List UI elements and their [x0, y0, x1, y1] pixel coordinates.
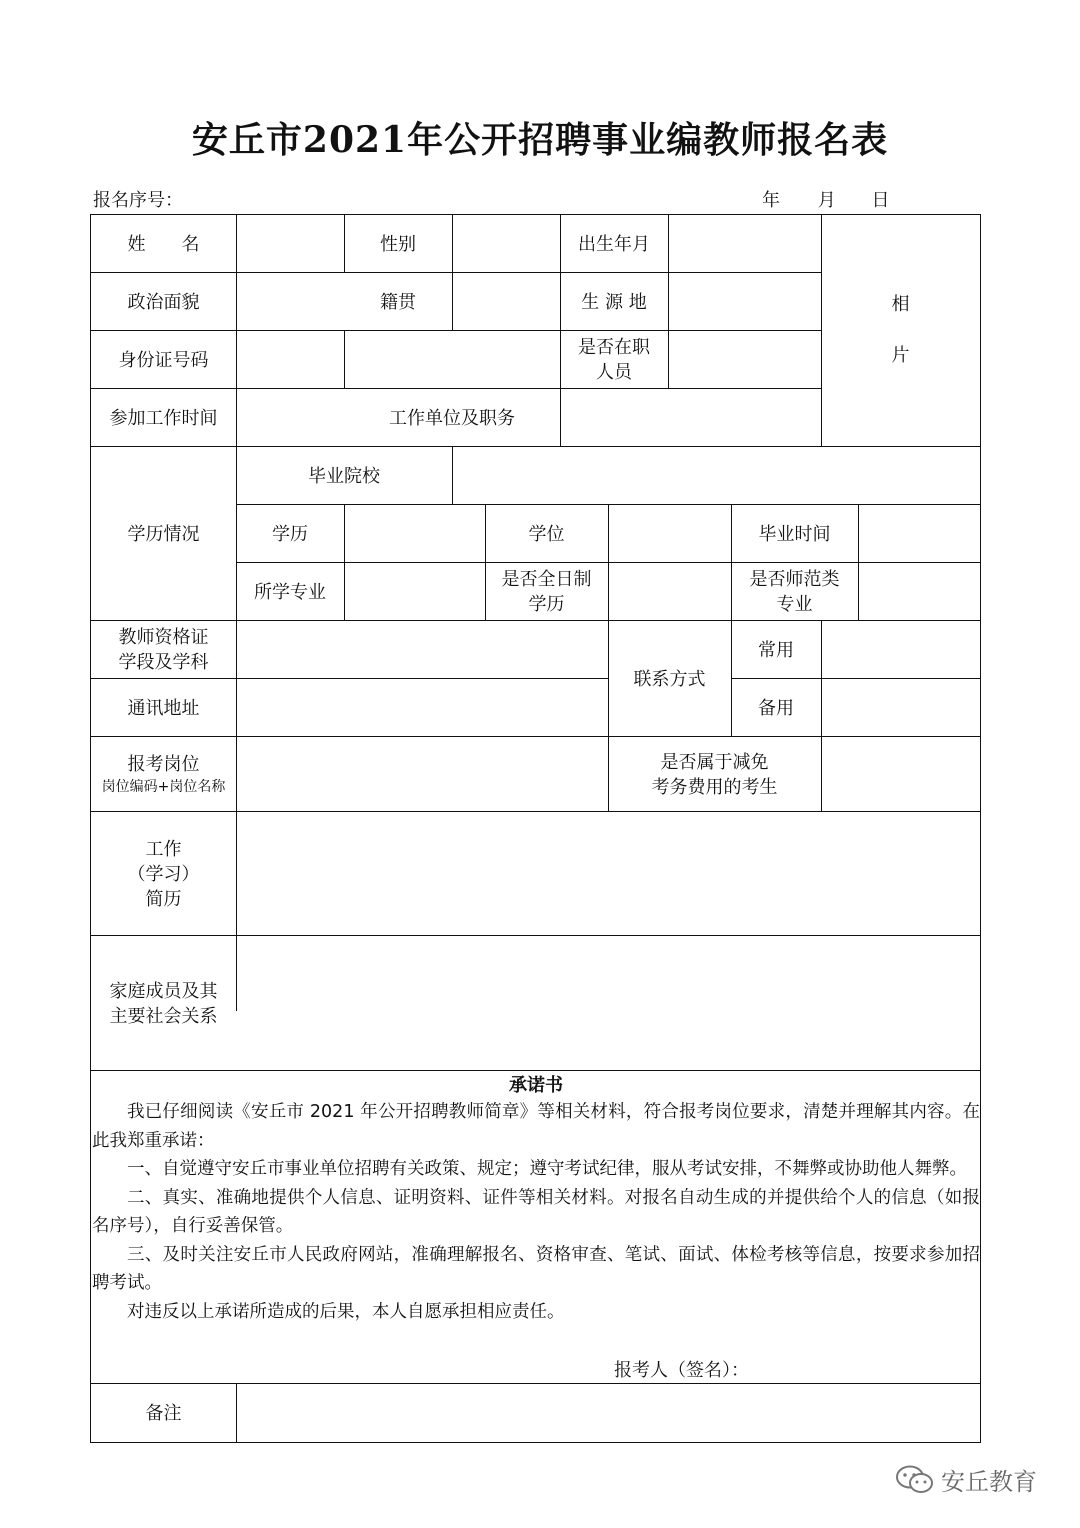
normal-major-label-line-2: 专业 — [776, 594, 813, 615]
pledge-paragraph-intro: 我已仔细阅读《安丘市 2021 年公开招聘教师简章》等相关材料，符合报考岗位要求，清楚并理解其内容。在此我郑重承诺： — [92, 1102, 980, 1151]
fee-exempt-field[interactable] — [821, 737, 980, 812]
degree-field[interactable] — [608, 505, 731, 563]
political-status-field[interactable] — [236, 273, 344, 331]
pledge-section — [92, 1074, 980, 1326]
family-label — [91, 936, 236, 1071]
photo-label-2: 片 — [891, 345, 910, 366]
teacher-cert-label-line-1: 教师资格证 — [118, 627, 209, 648]
major-label: 所学专业 — [254, 581, 326, 603]
address-label: 通讯地址 — [127, 697, 200, 719]
degree-level-label: 学历 — [272, 523, 308, 545]
pledge-paragraph-1: 一、自觉遵守安丘市事业单位招聘有关政策、规定；遵守考试纪律，服从考试安排，不舞弊或协助他人舞弊。 — [127, 1159, 967, 1179]
id-number-label: 身份证号码 — [118, 349, 209, 371]
month-label: 月 — [817, 190, 836, 211]
education-label: 学历情况 — [127, 523, 200, 545]
remarks-label: 备注 — [145, 1402, 182, 1424]
native-place-field[interactable] — [452, 273, 560, 331]
pledge-paragraph-2: 二、真实、准确地提供个人信息、证明资料、证件等相关材料。对报名自动生成的并提供给个人的信息（如报名序号），自行妥善保管。 — [92, 1187, 980, 1236]
major-field[interactable] — [344, 563, 485, 621]
position-label-line-1: 报考岗位 — [127, 754, 200, 775]
gender-label: 性别 — [380, 233, 416, 255]
normal-major-label — [731, 563, 858, 621]
graduation-time-field[interactable] — [858, 505, 980, 563]
graduation-time-label: 毕业时间 — [758, 523, 831, 545]
pledge-paragraph-closing: 对违反以上承诺所造成的后果，本人自愿承担相应责任。 — [127, 1301, 565, 1322]
id-number-field[interactable] — [236, 331, 560, 389]
position-label — [91, 737, 236, 812]
watermark — [895, 1462, 1037, 1497]
employed-label-line-1: 是否在职 — [578, 337, 650, 358]
family-field[interactable] — [236, 936, 980, 1071]
serial-number-label: 报名序号： — [93, 190, 183, 211]
family-label-line-1: 家庭成员及其 — [109, 980, 218, 1002]
name-label: 姓 名 — [127, 233, 200, 255]
teacher-cert-field[interactable] — [236, 621, 608, 679]
employed-label — [560, 331, 668, 389]
resume-label-line-3: 简历 — [145, 888, 182, 910]
wechat-icon — [895, 1464, 935, 1496]
phone-main-field[interactable] — [821, 621, 980, 679]
position-label-line-2: 岗位编码+岗位名称 — [101, 779, 226, 795]
employed-label-line-2: 人员 — [596, 362, 632, 383]
origin-label: 生 源 地 — [581, 291, 647, 313]
fee-exempt-label-line-2: 考务费用的考生 — [651, 776, 778, 798]
school-label: 毕业院校 — [308, 465, 380, 487]
normal-major-field[interactable] — [858, 563, 980, 621]
political-status-label: 政治面貌 — [127, 291, 200, 313]
resume-label-line-2: （学习） — [127, 863, 200, 885]
birth-date-field[interactable] — [668, 215, 821, 273]
normal-major-label-line-1: 是否师范类 — [749, 569, 840, 590]
fulltime-label-line-2: 学历 — [528, 594, 565, 615]
school-field[interactable] — [452, 447, 980, 505]
fee-exempt-label-line-1: 是否属于减免 — [660, 751, 769, 773]
pledge-heading: 承诺书 — [509, 1075, 563, 1096]
fulltime-label-line-1: 是否全日制 — [501, 569, 592, 590]
resume-label — [91, 812, 236, 936]
degree-label: 学位 — [528, 523, 565, 545]
native-place-label: 籍贯 — [380, 291, 416, 313]
contact-label: 联系方式 — [633, 668, 706, 690]
resume-label-line-1: 工作 — [145, 838, 182, 860]
fee-exempt-label — [608, 737, 821, 812]
origin-field[interactable] — [668, 273, 821, 331]
teacher-cert-label-line-2: 学段及学科 — [118, 652, 209, 673]
name-field[interactable] — [236, 215, 344, 273]
photo-box[interactable] — [821, 215, 980, 446]
work-unit-label: 工作单位及职务 — [389, 407, 515, 429]
fulltime-label — [485, 563, 608, 621]
address-field[interactable] — [236, 679, 608, 737]
watermark-text: 安丘教育 — [941, 1468, 1037, 1496]
phone-main-label: 常用 — [758, 639, 794, 661]
fulltime-field[interactable] — [608, 563, 731, 621]
work-start-label: 参加工作时间 — [109, 407, 218, 429]
work-unit-field[interactable] — [560, 389, 821, 447]
date-line — [762, 186, 889, 212]
family-label-line-2: 主要社会关系 — [109, 1005, 218, 1027]
position-field[interactable] — [236, 737, 608, 812]
photo-label-1: 相 — [891, 294, 910, 315]
gender-field[interactable] — [452, 215, 560, 273]
year-label: 年 — [762, 190, 780, 211]
birth-date-label: 出生年月 — [578, 233, 650, 255]
work-start-field[interactable] — [236, 389, 344, 447]
phone-backup-field[interactable] — [821, 679, 980, 737]
degree-level-field[interactable] — [344, 505, 485, 563]
day-label: 日 — [871, 190, 890, 211]
signature-label: 报考人（签名）： — [614, 1360, 749, 1381]
pledge-paragraph-3: 三、及时关注安丘市人民政府网站，准确理解报名、资格审查、笔试、面试、体检考核等信息，按要求参加招聘考试。 — [92, 1244, 980, 1293]
form-title: 安丘市2021年公开招聘事业编教师报名表 — [191, 119, 889, 161]
employed-field[interactable] — [668, 331, 821, 389]
remarks-field[interactable] — [236, 1384, 980, 1442]
teacher-cert-label — [91, 621, 236, 679]
phone-backup-label: 备用 — [758, 697, 794, 719]
resume-field[interactable] — [236, 812, 980, 936]
